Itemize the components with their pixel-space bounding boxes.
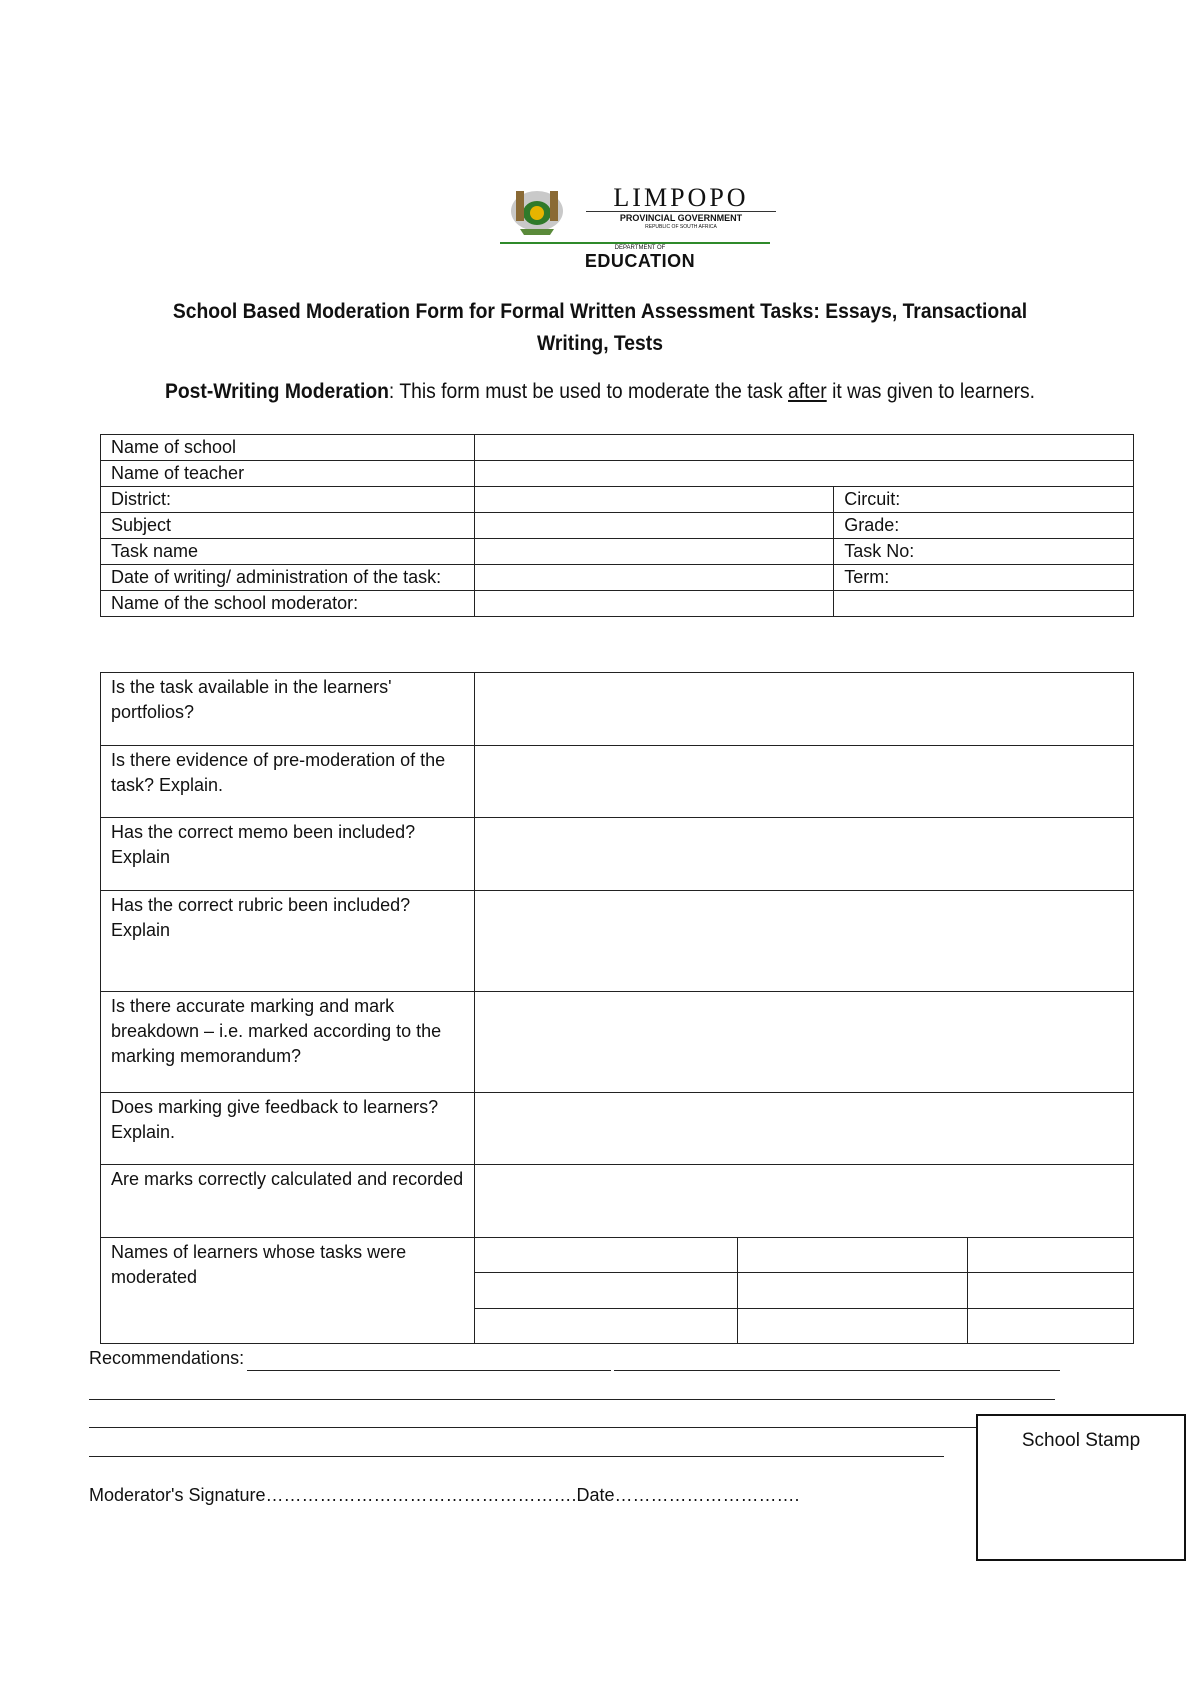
logo-limpopo: LIMPOPO: [613, 183, 749, 212]
school-stamp-box[interactable]: [976, 1414, 1186, 1561]
task-name-field[interactable]: [474, 539, 834, 565]
table-row: [101, 673, 1134, 746]
table-row: [101, 565, 1134, 591]
school-field[interactable]: [474, 435, 1133, 461]
table-row: [101, 746, 1134, 818]
question-learner-names: Names of learners whose tasks were moderated: [101, 1238, 475, 1344]
label-date: Date of writing/ administration of the task:: [101, 565, 475, 591]
subtitle-bold: Post-Writing Moderation: [164, 380, 389, 403]
recommendations-label: Recommendations:: [89, 1348, 245, 1368]
table-row: [101, 1238, 1134, 1273]
learner-name-cell[interactable]: [968, 1273, 1134, 1309]
details-table: [100, 434, 1134, 617]
recommendation-line[interactable]: [614, 1370, 1060, 1371]
date-field[interactable]: [474, 565, 834, 591]
learner-name-cell[interactable]: [474, 1273, 738, 1309]
question-rubric: Has the correct rubric been included? Explain: [101, 891, 475, 992]
form-title-line1: School Based Moderation Form for Formal Written Assessment Tasks: Essays, Transactional: [172, 300, 1028, 323]
label-subject: Subject: [101, 513, 475, 539]
table-row: [101, 992, 1134, 1093]
recommendation-line[interactable]: [89, 1399, 1055, 1400]
learner-name-cell[interactable]: [738, 1309, 968, 1344]
question-portfolio: Is the task available in the learners' portfolios?: [101, 673, 475, 746]
table-row: [101, 891, 1134, 992]
label-teacher: Name of teacher: [101, 461, 475, 487]
questions-table: [100, 672, 1134, 1344]
district-field[interactable]: [474, 487, 834, 513]
subtitle-part1: : This form must be used to moderate the task: [388, 380, 789, 403]
question-marks-calculated: Are marks correctly calculated and recorded: [101, 1165, 475, 1238]
learner-name-cell[interactable]: [968, 1238, 1134, 1273]
form-subtitle: [103, 380, 1097, 404]
answer-rubric[interactable]: [474, 891, 1133, 992]
label-circuit[interactable]: Circuit:: [834, 487, 1134, 513]
question-pre-moderation: Is there evidence of pre-moderation of the task? Explain.: [101, 746, 475, 818]
label-term[interactable]: Term:: [834, 565, 1134, 591]
learner-name-cell[interactable]: [738, 1273, 968, 1309]
teacher-field[interactable]: [474, 461, 1133, 487]
label-district: District:: [101, 487, 475, 513]
table-row: [101, 435, 1134, 461]
label-grade[interactable]: Grade:: [834, 513, 1134, 539]
department-logo: [500, 183, 790, 273]
moderator-signature-line[interactable]: Moderator's Signature…………………………………………….Date………………………….: [89, 1485, 800, 1505]
moderator-extra-field[interactable]: [834, 591, 1134, 617]
logo-provincial-government: PROVINCIAL GOVERNMENT: [619, 213, 743, 223]
question-feedback: Does marking give feedback to learners? Explain.: [101, 1093, 475, 1165]
answer-feedback[interactable]: [474, 1093, 1133, 1165]
recommendation-line[interactable]: [89, 1427, 976, 1428]
logo-republic: REPUBLIC OF SOUTH AFRICA: [645, 224, 717, 230]
label-task-no[interactable]: Task No:: [834, 539, 1134, 565]
learner-name-cell[interactable]: [738, 1238, 968, 1273]
answer-memo[interactable]: [474, 818, 1133, 891]
table-row: [101, 1093, 1134, 1165]
learner-name-cell[interactable]: [474, 1309, 738, 1344]
learner-name-cell[interactable]: [968, 1309, 1134, 1344]
answer-pre-moderation[interactable]: [474, 746, 1133, 818]
moderator-field[interactable]: [474, 591, 834, 617]
answer-portfolio[interactable]: [474, 673, 1133, 746]
answer-accurate-marking[interactable]: [474, 992, 1133, 1093]
logo-department-of: DEPARTMENT OF: [614, 245, 666, 251]
table-row: [101, 539, 1134, 565]
question-accurate-marking: Is there accurate marking and mark breakdown – i.e. marked according to the marking memorandum?: [101, 992, 475, 1093]
learner-name-cell[interactable]: [474, 1238, 738, 1273]
subtitle-underlined: after: [788, 380, 827, 403]
table-row: [101, 461, 1134, 487]
recommendation-line[interactable]: [247, 1370, 611, 1371]
recommendation-line[interactable]: [89, 1456, 944, 1457]
subtitle-part2: it was given to learners.: [826, 380, 1036, 403]
school-stamp-label: School Stamp: [1021, 1430, 1141, 1451]
subject-field[interactable]: [474, 513, 834, 539]
logo-education: EDUCATION: [584, 251, 696, 271]
answer-marks-calculated[interactable]: [474, 1165, 1133, 1238]
table-row: [101, 591, 1134, 617]
table-row: [101, 513, 1134, 539]
table-row: [101, 1165, 1134, 1238]
table-row: [101, 818, 1134, 891]
table-row: [101, 487, 1134, 513]
label-moderator: Name of the school moderator:: [101, 591, 475, 617]
label-school: Name of school: [101, 435, 475, 461]
question-memo: Has the correct memo been included? Explain: [101, 818, 475, 891]
label-task-name: Task name: [101, 539, 475, 565]
form-title-line2: Writing, Tests: [537, 332, 663, 355]
